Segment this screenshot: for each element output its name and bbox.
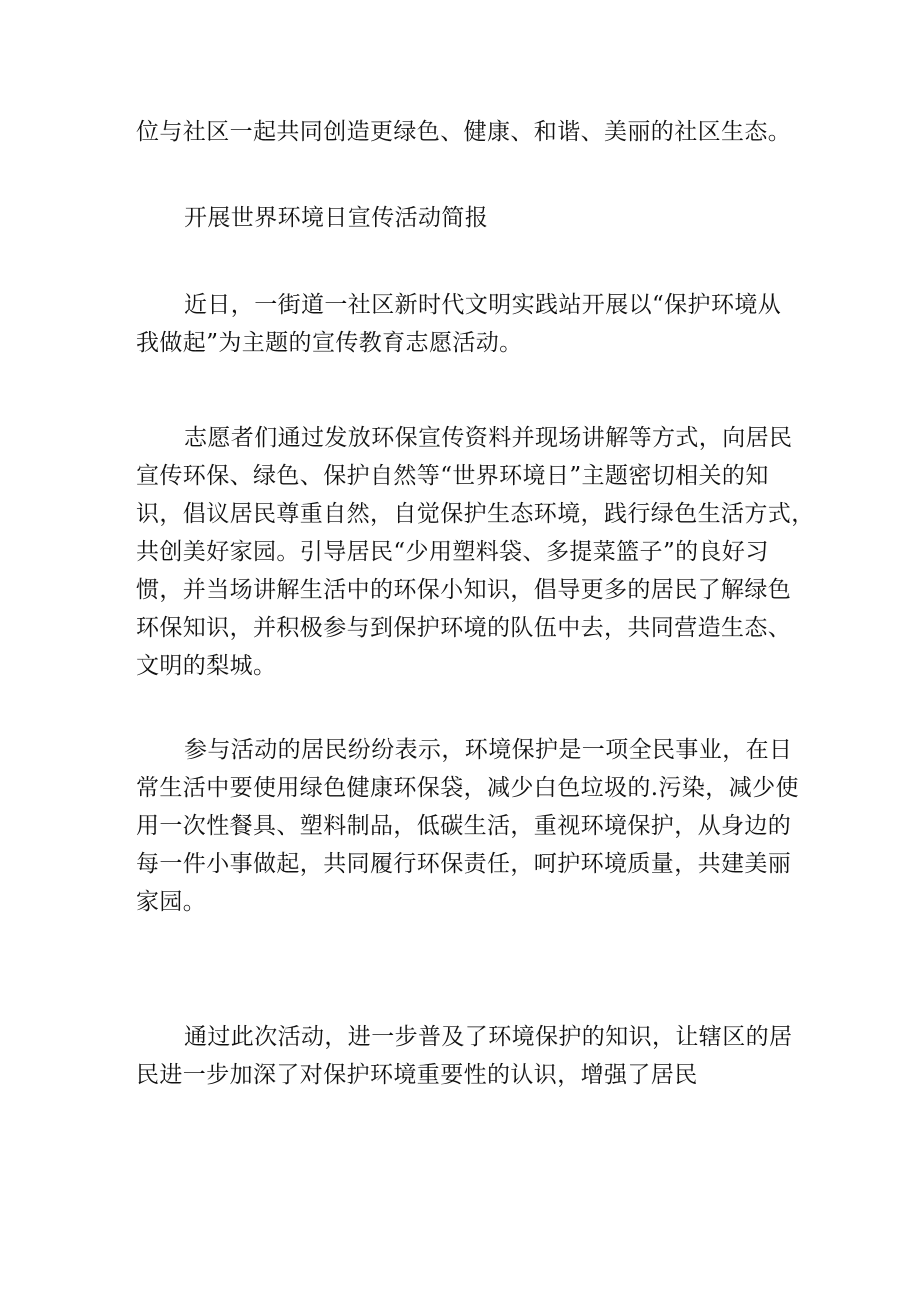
text-line: 我做起”为主题的宣传教育志愿活动。 — [136, 330, 523, 356]
text-line: 每一件小事做起，共同履行环保责任，呵护环境质量，共建美丽 — [136, 851, 792, 877]
text-line: 通过此次活动，进一步普及了环境保护的知识，让辖区的居 — [184, 1024, 793, 1050]
residents-paragraph — [136, 731, 799, 921]
text-line: 常生活中要使用绿色健康环保袋，减少白色垃圾的.污染，减少使 — [136, 775, 799, 801]
continued-paragraph — [136, 113, 796, 151]
text-line: 志愿者们通过发放环保宣传资料并现场讲解等方式，向居民 — [184, 425, 793, 451]
text-line: 文明的梨城。 — [136, 653, 277, 679]
intro-paragraph — [136, 286, 796, 362]
document-title — [136, 199, 796, 237]
text-line: 宣传环保、绿色、保护自然等“世界环境日”主题密切相关的知 — [136, 463, 769, 489]
text-line: 环保知识，并积极参与到保护环境的队伍中去，共同营造生态、 — [136, 615, 792, 641]
text-line: 惯，并当场讲解生活中的环保小知识，倡导更多的居民了解绿色 — [136, 577, 792, 603]
text-line: 识，倡议居民尊重自然，自觉保护生态环境，践行绿色生活方式， — [136, 501, 815, 527]
title-line: 开展世界环境日宣传活动简报 — [184, 205, 489, 231]
text-line: 用一次性餐具、塑料制品，低碳生活，重视环境保护，从身边的 — [136, 813, 792, 839]
text-line: 参与活动的居民纷纷表示，环境保护是一项全民事业，在日 — [184, 737, 793, 763]
text-line: 民进一步加深了对保护环境重要性的认识，增强了居民 — [136, 1062, 698, 1088]
text-line: 共创美好家园。引导居民“少用塑料袋、多提菜篮子”的良好习 — [136, 539, 769, 565]
volunteers-paragraph — [136, 419, 815, 685]
conclusion-paragraph — [136, 1018, 796, 1094]
text-line: 家园。 — [136, 889, 207, 915]
text-line: 位与社区一起共同创造更绿色、健康、和谐、美丽的社区生态。 — [136, 119, 792, 145]
text-line: 近日，一街道一社区新时代文明实践站开展以“保护环境从 — [184, 292, 782, 318]
